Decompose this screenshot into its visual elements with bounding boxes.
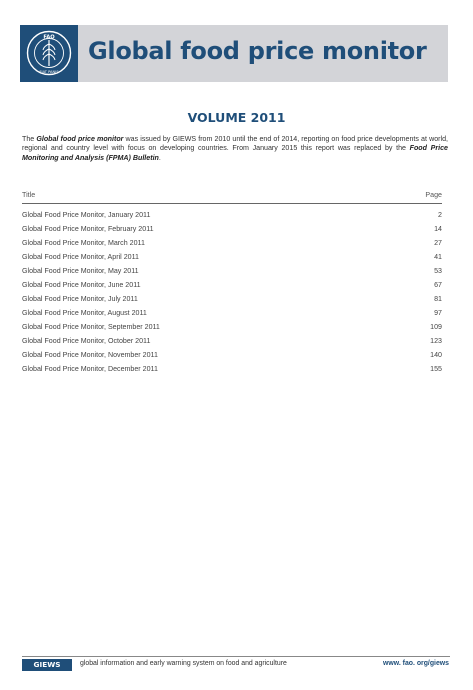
intro-text-3: . xyxy=(158,153,161,162)
toc-row[interactable] xyxy=(22,365,442,379)
toc-row-page: 155 xyxy=(430,365,442,373)
fao-logo-letters: FAO xyxy=(43,34,55,41)
fao-logo-motto: FIAT PANIS xyxy=(39,70,59,74)
footer-tagline: global information and early warning system on food and agriculture xyxy=(80,660,287,667)
toc-row-title: Global Food Price Monitor, December 2011 xyxy=(22,365,158,373)
toc-header-page: Page xyxy=(425,191,442,199)
toc-header xyxy=(22,191,442,203)
toc-row-title: Global Food Price Monitor, January 2011 xyxy=(22,211,151,219)
toc-row-page: 53 xyxy=(434,267,442,275)
toc-row[interactable] xyxy=(22,337,442,351)
toc-row[interactable] xyxy=(22,253,442,267)
toc-row[interactable] xyxy=(22,225,442,239)
toc-divider xyxy=(22,203,442,204)
toc-row-title: Global Food Price Monitor, February 2011 xyxy=(22,225,154,233)
intro-paragraph xyxy=(22,135,448,163)
toc-row[interactable] xyxy=(22,211,442,225)
toc-row-page: 67 xyxy=(434,281,442,289)
toc-row-title: Global Food Price Monitor, September 2011 xyxy=(22,323,160,331)
fao-logo xyxy=(20,25,78,82)
toc-row-title: Global Food Price Monitor, November 2011 xyxy=(22,351,158,359)
toc-row-page: 14 xyxy=(434,225,442,233)
toc-row[interactable] xyxy=(22,351,442,365)
toc-row[interactable] xyxy=(22,281,442,295)
header-banner xyxy=(20,25,448,82)
intro-fpma-name: Food Price Monitoring and Analysis (FPMA) Bulletin xyxy=(22,144,448,162)
volume-heading: VOLUME 2011 xyxy=(187,110,286,125)
toc-row-title: Global Food Price Monitor, October 2011 xyxy=(22,337,151,345)
toc-row[interactable] xyxy=(22,239,442,253)
footer-divider xyxy=(22,656,450,657)
toc-row-page: 81 xyxy=(434,295,442,303)
toc-row-page: 109 xyxy=(430,323,442,331)
page-title: Global food price monitor xyxy=(88,37,427,65)
toc-row-title: Global Food Price Monitor, May 2011 xyxy=(22,267,139,275)
toc-row[interactable] xyxy=(22,267,442,281)
toc-row-page: 27 xyxy=(434,239,442,247)
toc-row-title: Global Food Price Monitor, June 2011 xyxy=(22,281,141,289)
toc-header-title: Title xyxy=(22,191,36,199)
toc-row-page: 97 xyxy=(434,309,442,317)
toc-row-page: 140 xyxy=(430,351,442,359)
toc-row-title: Global Food Price Monitor, April 2011 xyxy=(22,253,139,261)
footer-url-link[interactable]: www. fao. org/giews xyxy=(383,660,449,667)
toc-row[interactable] xyxy=(22,309,442,323)
intro-report-name: Global food price monitor xyxy=(36,135,124,143)
fao-logo-icon xyxy=(26,30,72,76)
giews-badge: GIEWS xyxy=(22,659,72,671)
intro-text-1: The xyxy=(22,135,37,143)
toc-row-title: Global Food Price Monitor, July 2011 xyxy=(22,295,138,303)
toc-row-page: 123 xyxy=(430,337,442,345)
toc-row-page: 2 xyxy=(438,211,442,219)
intro-text-2: was issued by GIEWS from 2010 until the end of 2014, reporting on food price developments at world, regional and country level with focus on developing countries. From January 2015 this report was replaced by the xyxy=(22,135,448,153)
toc-row[interactable] xyxy=(22,295,442,309)
toc-list xyxy=(22,211,442,379)
toc-row-title: Global Food Price Monitor, August 2011 xyxy=(22,309,147,317)
toc-row-page: 41 xyxy=(434,253,442,261)
toc-row[interactable] xyxy=(22,323,442,337)
toc-row-title: Global Food Price Monitor, March 2011 xyxy=(22,239,145,247)
